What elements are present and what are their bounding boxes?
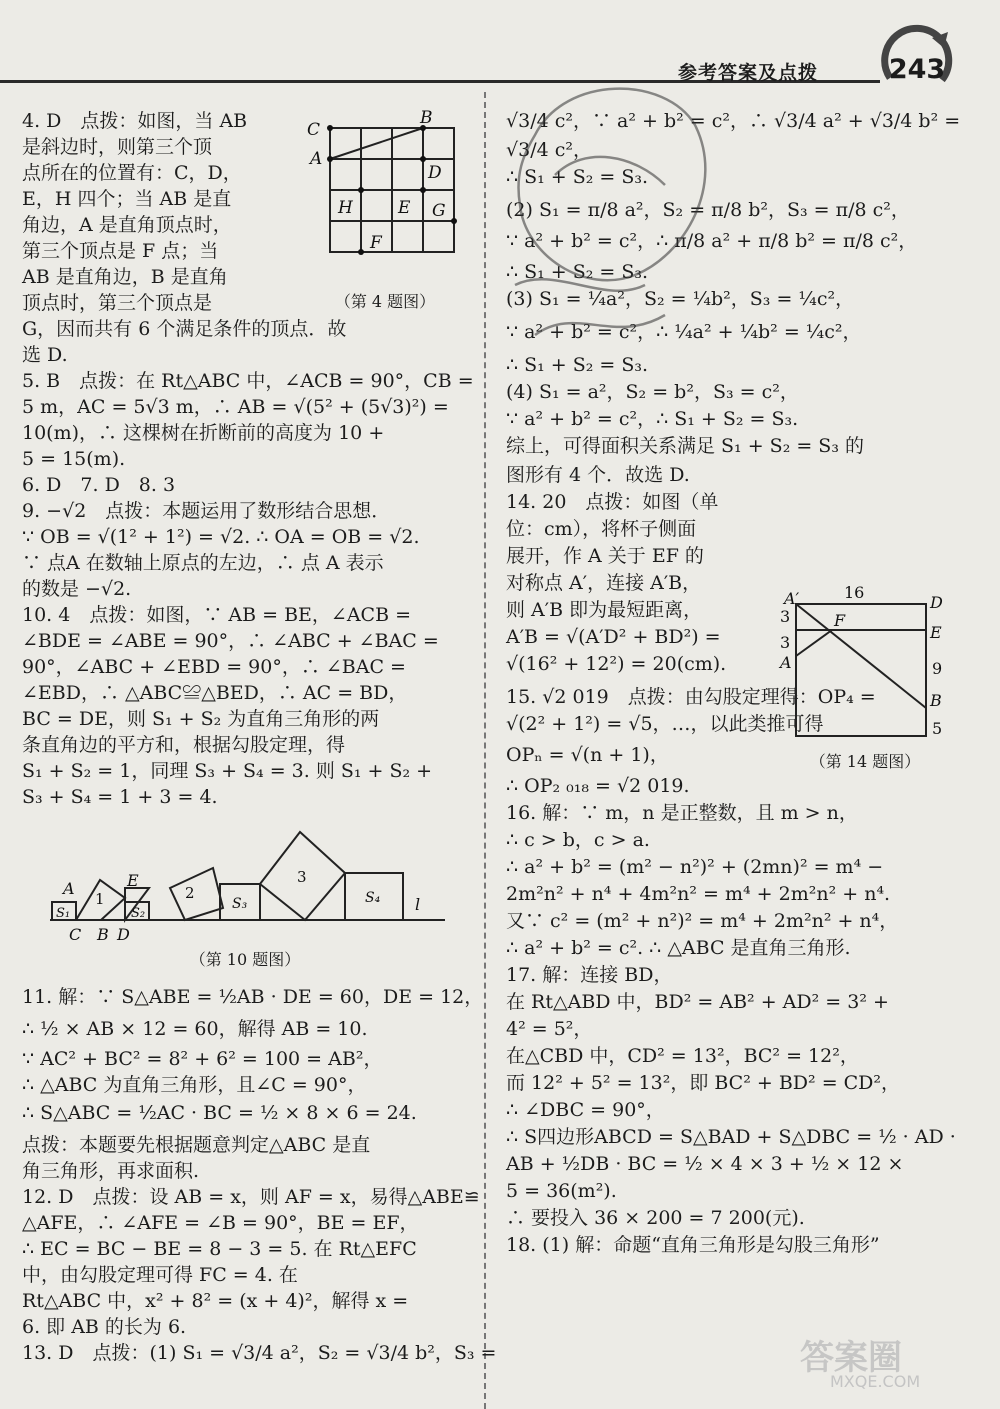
text-line: ∴ S₁ + S₂ = S₃. (506, 261, 649, 283)
text-line: (4) S₁ = a²，S₂ = b²，S₃ = c²， (506, 381, 799, 403)
text-line: A′B = √(A′D² + BD²) = (506, 626, 721, 648)
text-line: 15. √2 019 点拨：由勾股定理得：OP₄ = (506, 686, 876, 708)
svg-text:3: 3 (780, 607, 791, 626)
svg-text:3: 3 (780, 633, 791, 652)
text-line: 而 12² + 5² = 13²，即 BC² + BD² = CD²， (506, 1072, 901, 1094)
text-line: ∴ OP₂ ₀₁₈ = √2 019. (506, 775, 690, 797)
text-line: S₃ + S₄ = 1 + 3 = 4. (22, 786, 218, 808)
svg-text:D: D (930, 593, 943, 612)
svg-text:D: D (428, 163, 442, 183)
watermark-logo: 答案圈 (800, 1338, 902, 1378)
text-line: ∴ S₁ + S₂ = S₃. (506, 354, 649, 376)
svg-text:S₄: S₄ (365, 890, 381, 906)
text-line: 点拨：本题要先根据题意判定△ABC 是直 (22, 1134, 371, 1156)
svg-text:l: l (415, 895, 421, 914)
text-line: 位：cm），将杯子侧面 (506, 518, 697, 540)
text-line: ∴ ½ × AB × 12 = 60，解得 AB = 10. (22, 1018, 368, 1040)
text-line: ∵ a² + b² = c²，∴ ¼a² + ¼b² = ¼c²， (506, 321, 862, 343)
text-line: ∴ a² + b² = c². ∴ △ABC 是直角三角形. (506, 937, 851, 959)
left-column-bottom (22, 984, 497, 1366)
text-line: ∴ S₁ + S₂ = S₃. (506, 166, 649, 188)
header-title: 参考答案及点拨 (678, 62, 819, 84)
text-line: 11. 解：∵ S△ABE = ½AB · DE = 60，DE = 12， (22, 986, 484, 1008)
figure-4 (300, 108, 470, 311)
svg-text:B: B (97, 925, 109, 943)
text-line: 5. B 点拨：在 Rt△ABC 中，∠ACB = 90°，CB = (22, 370, 474, 392)
text-line: 第三个顶点是 F 点；当 (22, 240, 219, 262)
svg-text:A: A (63, 879, 75, 898)
svg-text:S₃: S₃ (232, 896, 248, 912)
text-line: 4² = 5²， (506, 1018, 593, 1040)
text-line: 点所在的位置有：C，D， (22, 162, 242, 184)
text-line: 18. (1) 解：命题“直角三角形是勾股三角形” (506, 1234, 880, 1256)
text-line: ∵ OB = √(1² + 1²) = √2. ∴ OA = OB = √2. (22, 526, 420, 548)
text-line: BC = DE，则 S₁ + S₂ 为直角三角形的两 (22, 708, 380, 730)
text-line: 则 A′B 即为最短距离， (506, 599, 703, 621)
text-line: G，因而共有 6 个满足条件的顶点．故 (22, 318, 347, 340)
text-line: S₁ + S₂ = 1，同理 S₃ + S₄ = 3. 则 S₁ + S₂ + (22, 760, 433, 782)
svg-text:S₁: S₁ (56, 906, 71, 921)
figure-14 (770, 580, 960, 780)
text-line: AB + ½DB · BC = ½ × 4 × 3 + ½ × 12 × (506, 1153, 904, 1175)
figure-10-diagram (45, 828, 445, 943)
svg-text:E: E (398, 198, 411, 218)
text-line: 13. D 点拨：(1) S₁ = √3/4 a²，S₂ = √3/4 b²，S₃ = (22, 1342, 497, 1364)
text-line: 角边，A 是直角顶点时， (22, 214, 232, 236)
svg-text:D: D (117, 925, 130, 943)
svg-text:B: B (930, 691, 942, 710)
text-line: ∴ ∠DBC = 90°， (506, 1099, 665, 1121)
svg-text:G: G (432, 201, 446, 221)
figure-14-caption: （第 14 题图） (809, 752, 921, 771)
text-line: 5 m，AC = 5√3 m，∴ AB = √(5² + (5√3)²) = (22, 396, 449, 418)
text-line: ∴ S△ABC = ½AC · BC = ½ × 8 × 6 = 24. (22, 1102, 417, 1124)
svg-text:S₂: S₂ (131, 906, 146, 921)
text-line: 10. 4 点拨：如图，∵ AB = BE，∠ACB = (22, 604, 411, 626)
text-line: √(2² + 1²) = √5，…，以此类推可得 (506, 713, 824, 735)
text-line: ∵ a² + b² = c²，∴ S₁ + S₂ = S₃. (506, 408, 799, 430)
text-line: 17. 解：连接 BD， (506, 964, 673, 986)
svg-text:F: F (370, 233, 382, 253)
svg-text:A: A (780, 653, 792, 672)
text-line: ∵ a² + b² = c²，∴ π/8 a² + π/8 b² = π/8 c²， (506, 230, 918, 252)
text-line: 12. D 点拨：设 AB = x，则 AF = x，易得△ABE≌ (22, 1186, 480, 1208)
text-line: 16. 解：∵ m，n 是正整数，且 m > n， (506, 802, 858, 824)
svg-text:H: H (338, 198, 353, 218)
svg-text:A′: A′ (784, 589, 800, 608)
svg-text:C: C (307, 120, 321, 140)
svg-text:5: 5 (932, 719, 943, 738)
page-number: 243 (888, 53, 946, 85)
text-line: Rt△ABC 中，x² + 8² = (x + 4)²，解得 x = (22, 1290, 409, 1312)
watermark-url: MXQE.COM (830, 1372, 921, 1391)
text-line: 在 Rt△ABD 中，BD² = AB² + AD² = 3² + (506, 991, 889, 1013)
text-line: √3/4 c²， (506, 139, 592, 161)
svg-text:A: A (310, 149, 323, 169)
text-line: OPₙ = √(n + 1)， (506, 744, 669, 766)
text-line: 9. −√2 点拨：本题运用了数形结合思想． (22, 500, 391, 522)
svg-text:E: E (127, 871, 139, 890)
text-line: 14. 20 点拨：如图（单 (506, 491, 719, 513)
svg-text:E: E (930, 623, 942, 642)
figure-10 (45, 828, 445, 973)
text-line: 的数是 −√2. (22, 578, 132, 600)
text-line: 5 = 36(m²). (506, 1180, 617, 1202)
figure-4-grid (300, 108, 470, 283)
text-line: 90°，∠ABC + ∠EBD = 90°，∴ ∠BAC = (22, 656, 406, 678)
text-line: ∴ △ABC 为直角三角形，且∠C = 90°， (22, 1074, 367, 1096)
text-line: 6. D 7. D 8. 3 (22, 474, 176, 496)
text-line: 在△CBD 中，CD² = 13²，BC² = 12²， (506, 1045, 859, 1067)
text-line: ∠EBD，∴ △ABC≌△BED，∴ AC = BD， (22, 682, 408, 704)
text-line: 顶点时，第三个顶点是 (22, 292, 213, 314)
text-line: 条直角边的平方和，根据勾股定理，得 (22, 734, 346, 756)
text-line: ∴ a² + b² = (m² − n²)² + (2mn)² = m⁴ − (506, 856, 884, 878)
text-line: 图形有 4 个．故选 D. (506, 464, 690, 486)
text-line: √3/4 c²，∵ a² + b² = c²，∴ √3/4 a² + √3/4 b² = (506, 110, 961, 132)
text-line: (3) S₁ = ¼a²，S₂ = ¼b²，S₃ = ¼c²， (506, 288, 855, 310)
svg-text:F: F (834, 611, 846, 630)
column-divider (484, 92, 486, 1409)
text-line: 4. D 点拨：如图，当 AB (22, 110, 248, 132)
svg-text:C: C (69, 925, 82, 943)
text-line: ∵ 点A 在数轴上原点的左边，∴ 点 A 表示 (22, 552, 384, 574)
text-line: 对称点 A′，连接 A′B， (506, 572, 702, 594)
figure-10-caption: （第 10 题图） (189, 950, 301, 969)
svg-text:1: 1 (95, 890, 105, 908)
figure-4-caption: （第 4 题图） (334, 292, 436, 311)
text-line: ∴ S四边形ABCD = S△BAD + S△DBC = ½ · AD · (506, 1126, 956, 1148)
svg-text:9: 9 (932, 659, 943, 678)
svg-text:2: 2 (185, 884, 195, 902)
svg-text:16: 16 (844, 583, 865, 602)
text-line: 6. 即 AB 的长为 6. (22, 1316, 187, 1338)
text-line: 10(m)，∴ 这棵树在折断前的高度为 10 + (22, 422, 385, 444)
text-line: △AFE，∴ ∠AFE = ∠B = 90°，BE = EF， (22, 1212, 419, 1234)
text-line: ∠BDE = ∠ABE = 90°，∴ ∠ABC + ∠BAC = (22, 630, 439, 652)
text-line: ∵ AC² + BC² = 8² + 6² = 100 = AB²， (22, 1048, 383, 1070)
text-line: 又∵ c² = (m² + n²)² = m⁴ + 2m²n² + n⁴， (506, 910, 899, 932)
text-line: 是斜边时，则第三个顶 (22, 136, 213, 158)
text-line: ∴ c > b，c > a. (506, 829, 650, 851)
text-line: ∴ EC = BC − BE = 8 − 3 = 5. 在 Rt△EFC (22, 1238, 417, 1260)
text-line: AB 是直角边，B 是直角 (22, 266, 228, 288)
svg-text:B: B (420, 108, 433, 128)
text-line: 2m²n² + n⁴ + 4m²n² = m⁴ + 2m²n² + n⁴. (506, 883, 891, 905)
text-line: √(16² + 12²) = 20(cm). (506, 653, 727, 675)
text-line: (2) S₁ = π/8 a²，S₂ = π/8 b²，S₃ = π/8 c²， (506, 199, 910, 221)
text-line: ∴ 要投入 36 × 200 = 7 200(元). (506, 1207, 805, 1229)
text-line: 角三角形，再求面积. (22, 1160, 200, 1182)
text-line: 中，由勾股定理可得 FC = 4. 在 (22, 1264, 298, 1286)
text-line: 5 = 15(m). (22, 448, 126, 470)
text-line: 综上，可得面积关系满足 S₁ + S₂ = S₃ 的 (506, 435, 864, 457)
text-line: 选 D. (22, 344, 68, 366)
text-line: 展开，作 A 关于 EF 的 (506, 545, 704, 567)
figure-14-diagram (770, 580, 960, 745)
svg-text:3: 3 (297, 868, 307, 886)
text-line: E，H 四个；当 AB 是直 (22, 188, 232, 210)
